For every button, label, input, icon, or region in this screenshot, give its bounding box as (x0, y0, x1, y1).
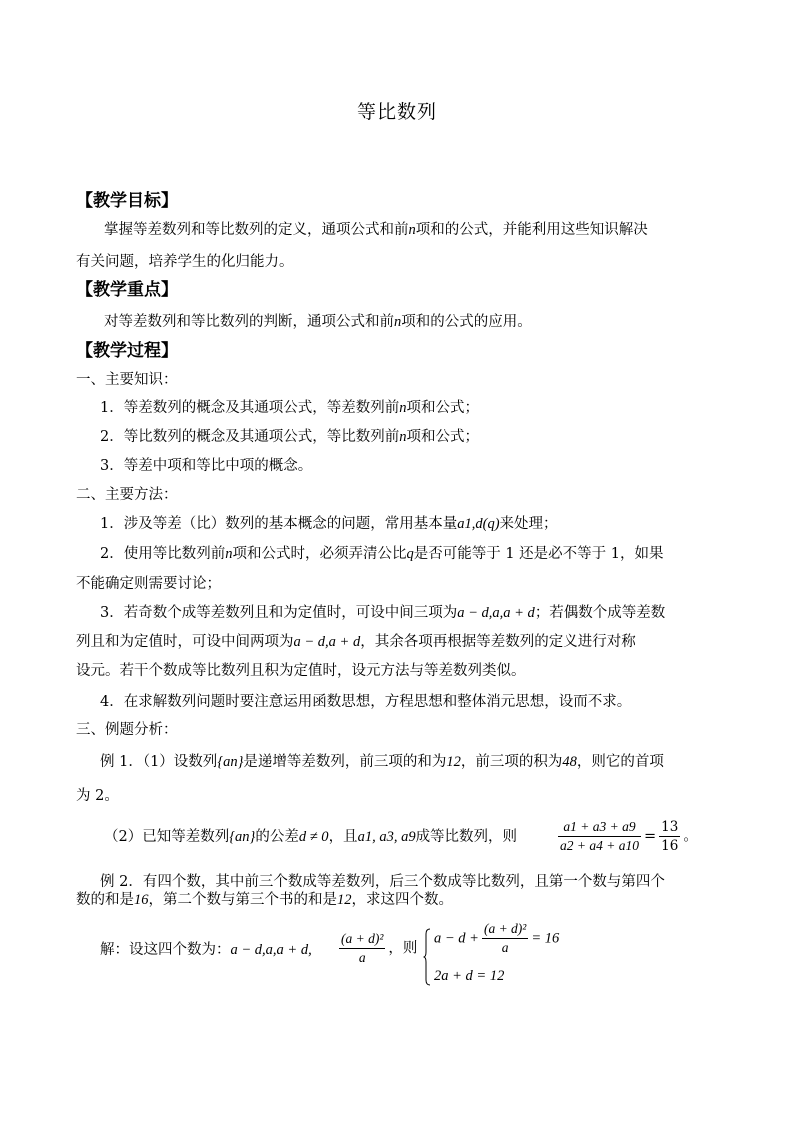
method-item-4: 4．在求解数列问题时要注意运用函数思想，方程思想和整体消元思想，设而不求。 (100, 694, 632, 710)
subsection-main-knowledge: 一、主要知识： (76, 372, 178, 388)
example-2-line2: 数的和是16，第二个数与第三个书的和是12，求这四个数。 (76, 892, 453, 908)
equation-system-brace (423, 928, 431, 986)
method-item-2-line2: 不能确定则需要讨论； (76, 576, 221, 592)
subsection-main-methods: 二、主要方法： (76, 487, 178, 503)
knowledge-item-3: 3．等差中项和等比中项的概念。 (100, 458, 313, 474)
method-item-3-line3: 设元。若干个数成等比数列且积为定值时，设元方法与等差数列类似。 (76, 663, 526, 679)
knowledge-item-2: 2．等比数列的概念及其通项公式，等比数列前n项和公式； (100, 429, 479, 445)
goal-paragraph-line2: 有关问题，培养学生的化归能力。 (76, 254, 294, 270)
solution-fraction: $\frac{\text{(a + d)²}}{a}$ ，则 (341, 931, 418, 965)
subsection-examples: 三、例题分析： (76, 722, 178, 738)
solution-intro: 解：设这四个数为：a − d,a,a + d, (100, 942, 312, 958)
equation-system-line1: a − d + $\frac{\text{(a + d)²}}{a}$ = 16 (434, 921, 560, 955)
section-heading-goals: 【教学目标】 (76, 191, 178, 211)
section-heading-process: 【教学过程】 (76, 341, 178, 361)
example-1-part1-line1: 例 1．（1）设数列{an}是递增等差数列，前三项的和为12，前三项的积为48，则它的首项 (100, 754, 664, 770)
example-1-part1-line2: 为 2。 (76, 788, 119, 804)
section-heading-focus: 【教学重点】 (76, 280, 178, 300)
method-item-2-line1: 2．使用等比数列前n项和公式时，必须弄清公比q是否可能等于 1 还是必不等于 1，如果 (100, 546, 664, 562)
knowledge-item-1: 1．等差数列的概念及其通项公式，等差数列前n项和公式； (100, 400, 479, 416)
goal-paragraph-line1: 掌握等差数列和等比数列的定义，通项公式和前n项和的公式，并能利用这些知识解决 (104, 222, 648, 238)
equation-system-line2: 2a + d = 12 (434, 968, 505, 984)
focus-paragraph: 对等差数列和等比数列的判断，通项公式和前n项和的公式的应用。 (104, 314, 532, 330)
example-1-fraction: $\frac{a1 + a3 + a9}{a2 + a4 + a10}$ = $\frac{13}{16}$ 。 (560, 819, 698, 854)
example-2-line1: 例 2．有四个数，其中前三个数成等差数列，后三个数成等比数列，且第一个数与第四个 (100, 874, 665, 890)
method-item-1: 1．涉及等差（比）数列的基本概念的问题，常用基本量a1,d(q)来处理； (100, 516, 558, 532)
method-item-3-line1: 3．若奇数个成等差数列且和为定值时，可设中间三项为a − d,a,a + d；若偶数个成等差数 (100, 605, 666, 621)
page-title: 等比数列 (356, 101, 437, 123)
method-item-3-line2: 列且和为定值时，可设中间两项为a − d,a + d，其余各项再根据等差数列的定义进行对称 (76, 634, 636, 650)
example-1-part2: （2）已知等差数列{an}的公差d ≠ 0，且a1, a3, a9成等比数列，则 (104, 829, 518, 845)
